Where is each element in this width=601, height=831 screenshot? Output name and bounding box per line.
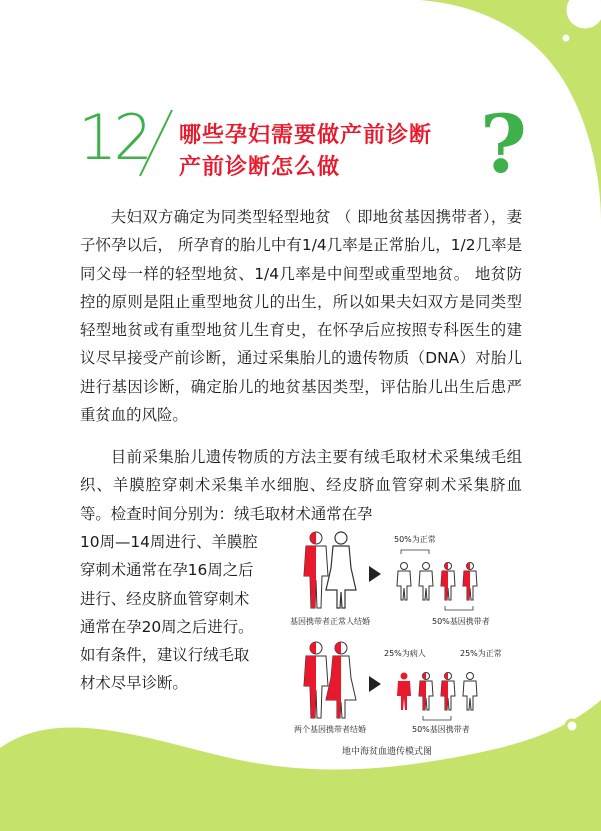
carrier-father-figure-2 — [304, 642, 328, 718]
text-line: 通常在孕20周之后进行。 — [80, 617, 254, 636]
label-top-normal: 50%为正常 — [394, 535, 436, 544]
bottom-bracket-carrier — [423, 716, 451, 720]
text-line: 穿刺术通常在孕16周之后 — [80, 561, 254, 580]
label-top-parents: 基因携带者正常人结婚 — [290, 617, 370, 626]
label-bottom-normal: 25%为正常 — [460, 649, 502, 658]
section-heading — [78, 97, 538, 191]
question-mark-icon: ? — [480, 97, 527, 191]
top-bracket-carrier — [445, 606, 473, 610]
text-line: 进行、经皮脐血管穿刺术 — [80, 589, 250, 608]
text-line: 如有条件，建议行绒毛取 — [80, 646, 250, 665]
section-number: 12 — [78, 101, 149, 174]
diagram-caption: 地中海贫血遗传模式图 — [342, 747, 433, 757]
normal-mother-figure — [326, 532, 356, 608]
arrow-right-icon — [369, 566, 381, 582]
paragraph-2: 目前采集胎儿遗传物质的方法主要有绒毛取材术采集绒毛组织、羊膜腔穿刺术采集羊水细胞、经皮脐血管穿刺术采集脐血等。检查时间分别为：绒毛取材术通常在孕 — [80, 448, 522, 523]
text-line: 材术尽早诊断。 — [80, 674, 188, 693]
label-top-carriers: 50%基因携带者 — [432, 617, 490, 626]
inheritance-figures — [286, 528, 526, 743]
paragraph-2-continued — [80, 528, 290, 698]
carrier-mother-figure — [326, 642, 356, 718]
text-line: 10周—14周进行、羊膜腔 — [80, 533, 258, 551]
carrier-father-figure — [304, 532, 328, 608]
top-offspring — [397, 563, 477, 601]
label-bottom-sick: 25%为病人 — [384, 649, 426, 658]
label-bottom-parents: 两个基因携带者结婚 — [294, 725, 366, 734]
section-title-line1: 哪些孕妇需要做产前诊断 — [179, 123, 433, 148]
slash-divider — [136, 108, 176, 178]
label-bottom-carriers: 50%基因携带者 — [412, 725, 470, 734]
bottom-offspring — [397, 673, 477, 711]
section-title-line2: 产前诊断怎么做 — [179, 155, 341, 180]
inheritance-diagram — [286, 528, 526, 763]
paragraph-1: 夫妇双方确定为同类型轻型地贫 （ 即地贫基因携带者），妻子怀孕以后， 所孕育的胎儿中有1/4几率是正常胎儿，1/2几率是同父母一样的轻型地贫、1/4几率是中间型或重型地贫。 地贫防控的原则是阻止重型地贫儿的出生，所以如果夫妇双方是同类型轻型地贫或有重型地贫儿生育史，在怀孕后应按照专科医生的建议尽早接受产前诊断，通过采集胎儿的遗传物质（DNA）对胎儿进行基因诊断，确定胎儿的地贫基因类型，评估胎儿出生后患严重贫血的风险。 — [80, 208, 522, 425]
arrow-right-icon — [369, 676, 381, 692]
top-bracket-normal — [401, 550, 429, 554]
